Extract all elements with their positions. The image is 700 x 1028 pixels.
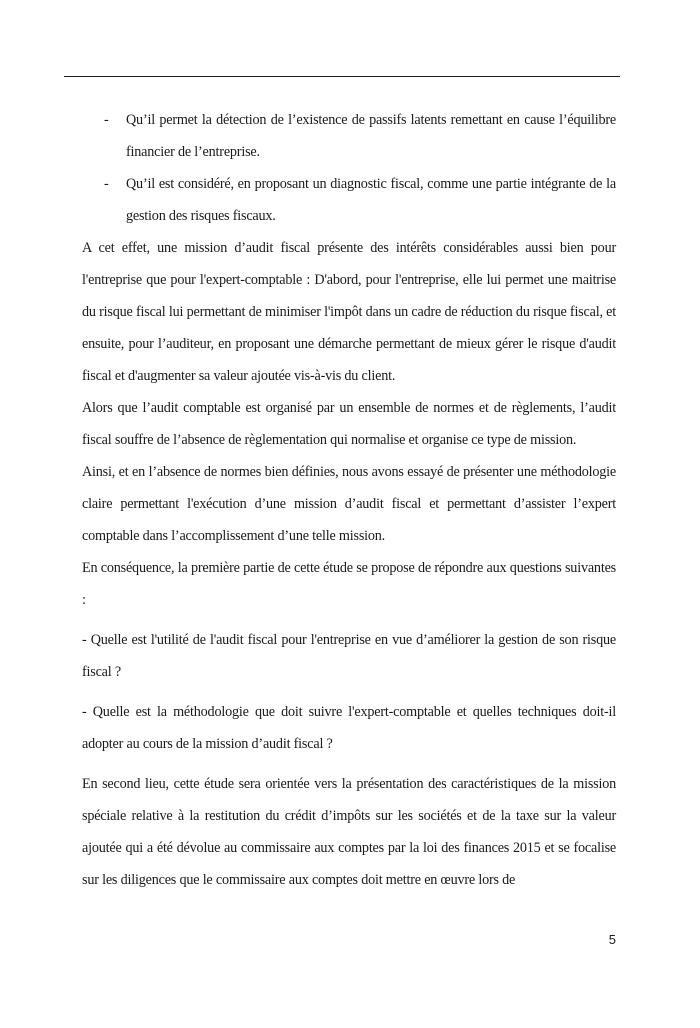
bullet-item bbox=[82, 168, 616, 232]
question-item: - Quelle est l'utilité de l'audit fiscal pour l'entreprise en vue d’améliorer la gestion de son risque fiscal ? bbox=[82, 632, 616, 680]
question-item: - Quelle est la méthodologie que doit suivre l'expert-comptable et quelles techniques doit-il adopter au cours de la mission d’audit fiscal ? bbox=[82, 704, 616, 752]
bullet-text: Qu’il permet la détection de l’existence de passifs latents remettant en cause l’équilibre financier de l’entreprise. bbox=[126, 112, 616, 160]
paragraph-questions-intro: En conséquence, la première partie de cette étude se propose de répondre aux questions suivantes : bbox=[82, 560, 616, 608]
header-rule bbox=[64, 76, 620, 77]
bullet-dash: - bbox=[104, 112, 109, 128]
paragraph-second-lieu: En second lieu, cette étude sera orientée vers la présentation des caractéristiques de la mission spéciale relative à la restitution du crédit d’impôts sur les sociétés et de la taxe sur la valeur ajoutée qui a été dévolue au commissaire aux comptes par la loi des finances 2015 et se focalise sur les diligences que le commissaire aux comptes doit mettre en œuvre lors de bbox=[82, 776, 616, 888]
page-number: 5 bbox=[608, 932, 616, 947]
bullet-list bbox=[82, 104, 616, 232]
bullet-item bbox=[82, 104, 616, 168]
bullet-dash: - bbox=[104, 176, 109, 192]
page-body bbox=[82, 104, 616, 896]
paragraph-methodologie: Ainsi, et en l’absence de normes bien définies, nous avons essayé de présenter une méthodologie claire permettant l'exécution d’une mission d’audit fiscal et permettant d’assister l’expert comptable dans l’accomplissement d’une telle mission. bbox=[82, 464, 616, 544]
paragraph-interets: A cet effet, une mission d’audit fiscal présente des intérêts considérables aussi bien pour l'entreprise que pour l'expert-comptable : D'abord, pour l'entreprise, elle lui permet une maitrise du risque fiscal lui permettant de minimiser l'impôt dans un cadre de réduction du risque fiscal, et ensuite, pour l’auditeur, en proposant une démarche permettant de mieux gérer le risque d'audit fiscal et d'augmenter sa valeur ajoutée vis-à-vis du client. bbox=[82, 240, 616, 384]
bullet-text: Qu’il est considéré, en proposant un diagnostic fiscal, comme une partie intégrante de la gestion des risques fiscaux. bbox=[126, 176, 616, 224]
paragraph-normes: Alors que l’audit comptable est organisé par un ensemble de normes et de règlements, l’audit fiscal souffre de l’absence de règlementation qui normalise et organise ce type de mission. bbox=[82, 400, 616, 448]
